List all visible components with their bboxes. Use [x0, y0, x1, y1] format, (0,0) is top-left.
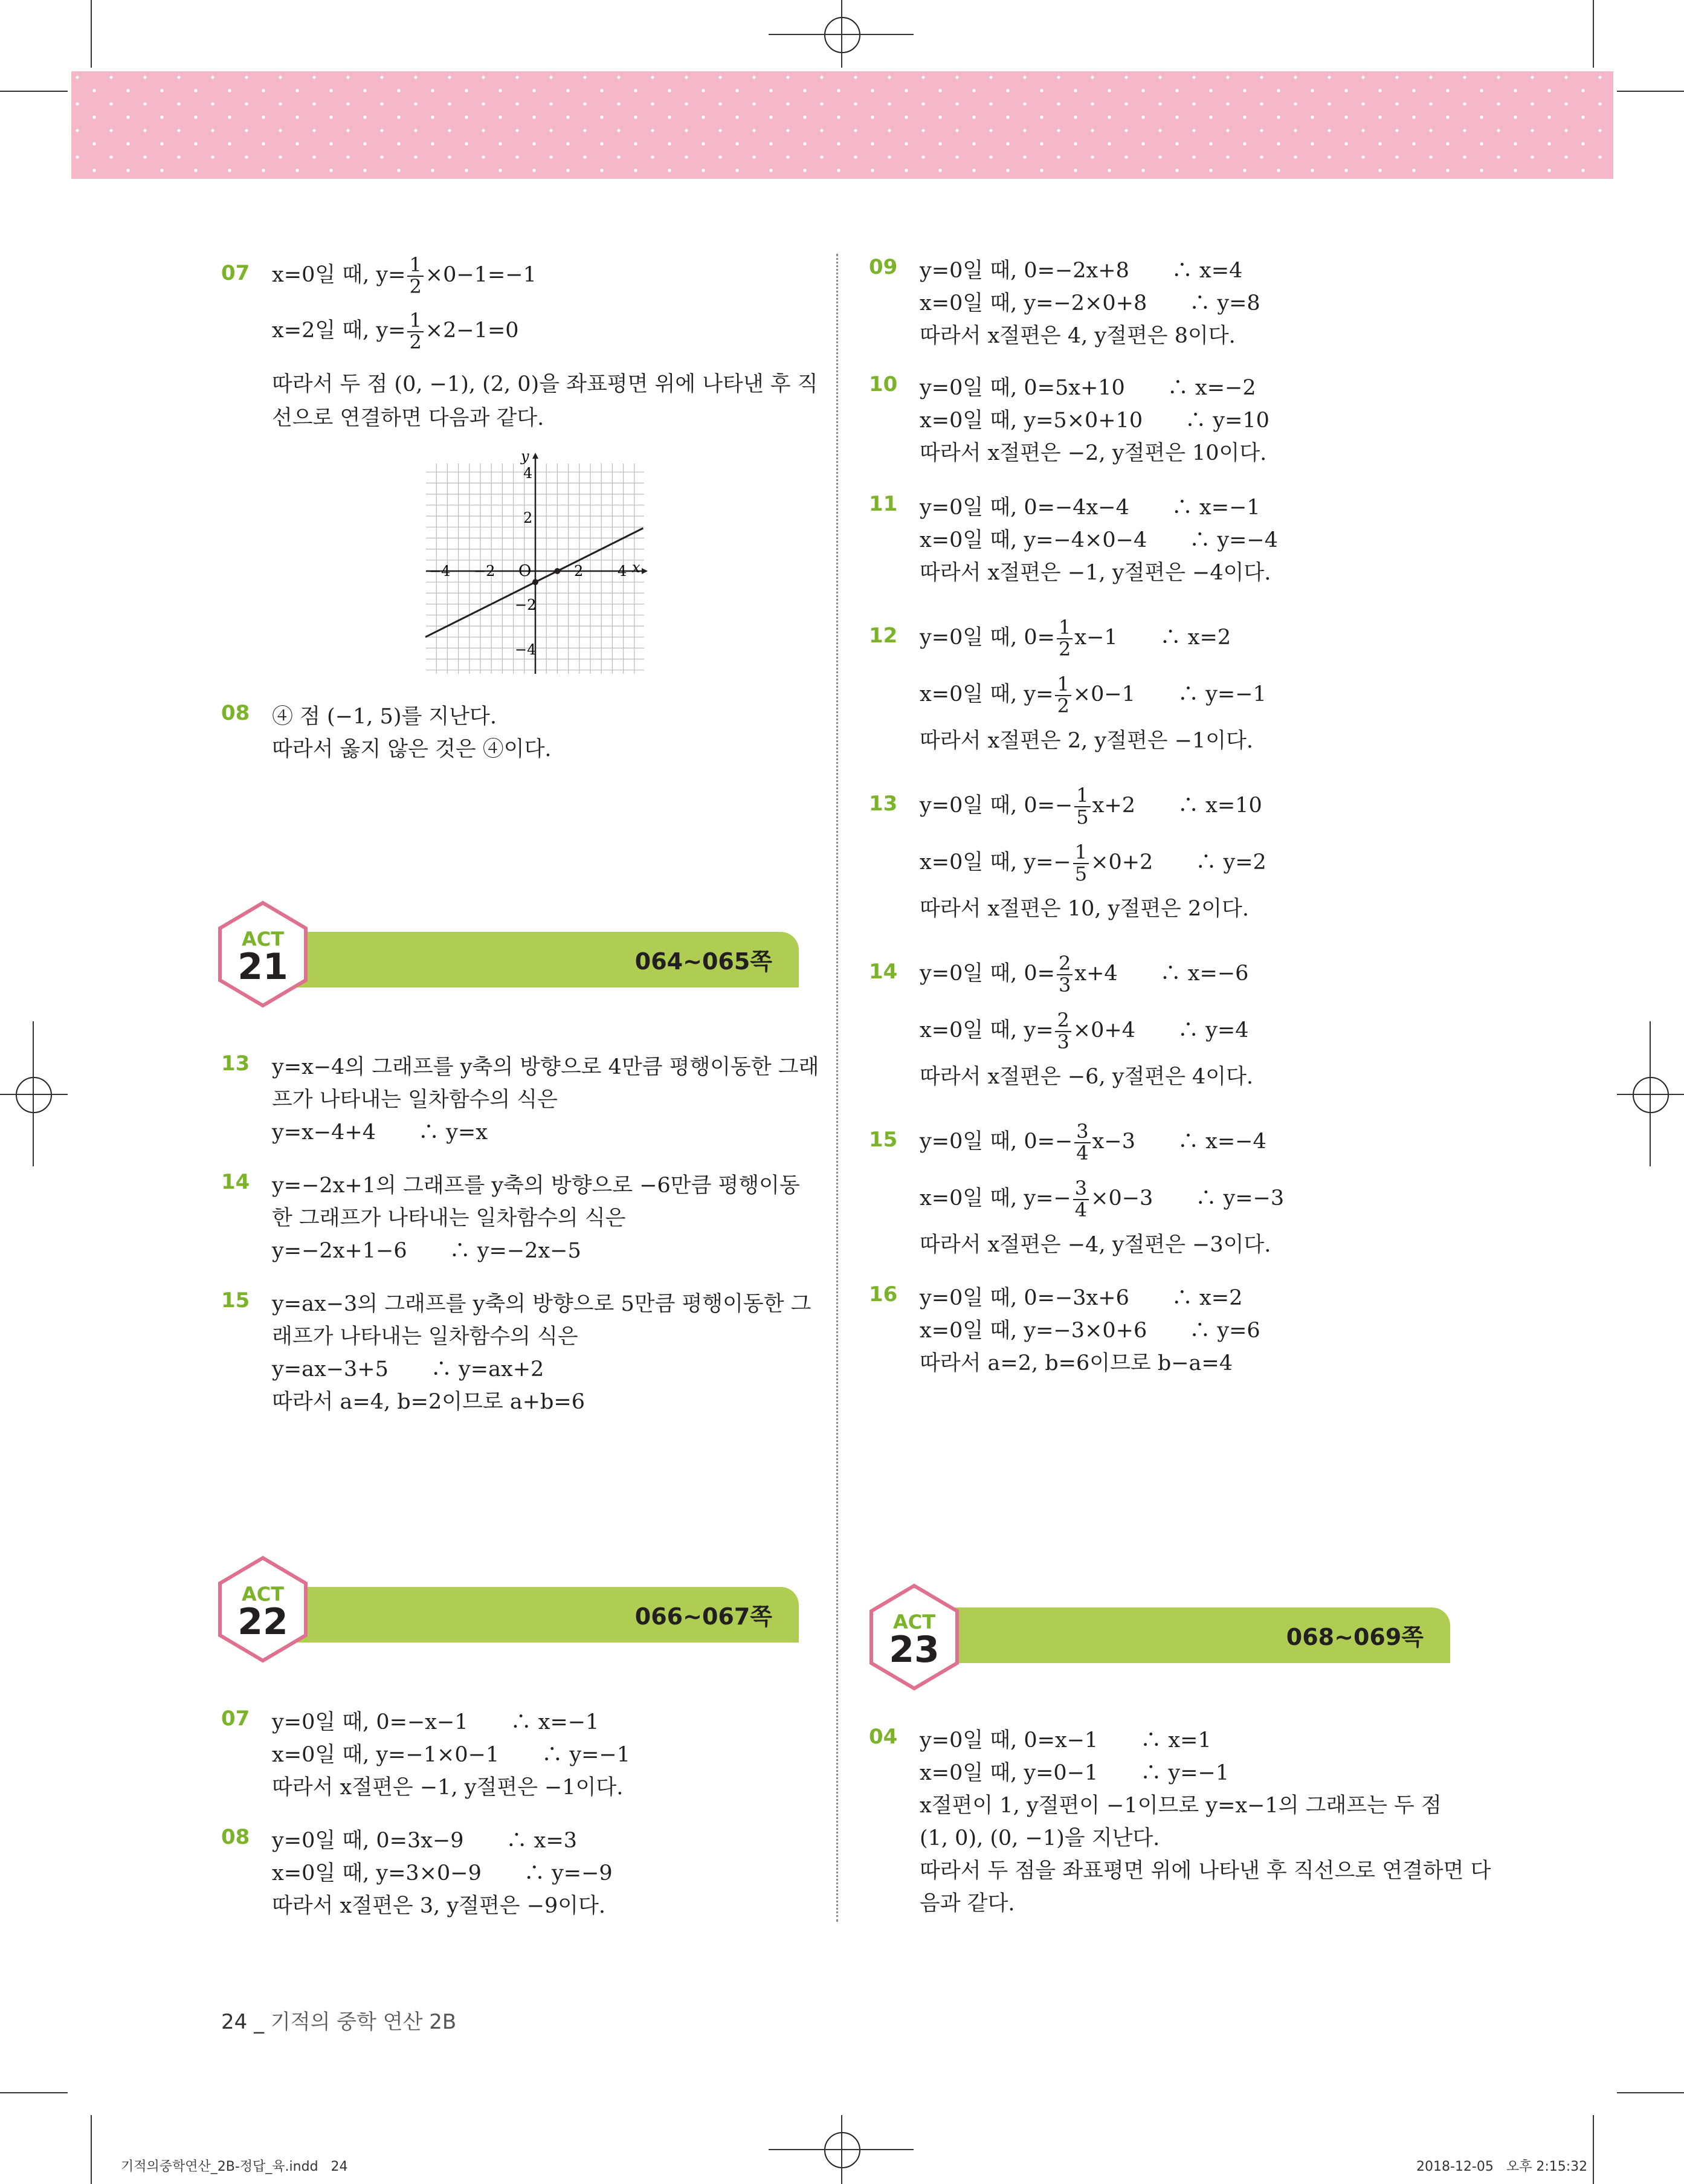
act-22-header — [218, 1556, 799, 1663]
answer-16: 16 y=0일 때, 0=−3x+6 ∴ x=2 x=0일 때, y=−3×0+6 ∴ y=6 따라서 a=2, b=6이므로 b−a=4 — [869, 1282, 1260, 1375]
fraction: $\frac{3}{4}$ — [1073, 1178, 1089, 1220]
header-banner — [71, 71, 1613, 179]
question-number: 12 — [869, 624, 898, 648]
act-21-header — [218, 900, 799, 1008]
fraction: $\frac{2}{3}$ — [1055, 1010, 1071, 1052]
y-axis-label: y — [521, 450, 529, 465]
registration-mark — [0, 1094, 68, 1095]
registration-mark — [841, 2115, 842, 2184]
question-number: 11 — [869, 492, 898, 516]
crop-mark — [91, 0, 92, 68]
fraction: $\frac{1}{2}$ — [407, 255, 423, 297]
act-bar — [290, 932, 799, 987]
registration-mark — [33, 1021, 34, 1166]
crop-mark — [1593, 2115, 1594, 2184]
book-title: 기적의 중학 연산 2B — [270, 2010, 457, 2034]
question-number: 08 — [221, 1825, 250, 1849]
crop-mark — [0, 91, 68, 92]
page-number: 24 — [221, 2010, 248, 2034]
page-range: 066~067쪽 — [634, 1603, 772, 1630]
question-number: 15 — [869, 1128, 898, 1152]
x-tick-label: −4 — [429, 563, 451, 580]
answer-21-13: 13 y=x−4의 그래프를 y축의 방향으로 4만큼 평행이동한 그래 프가 나타내는 일차함수의 식은 y=x−4+4 ∴ y=x — [221, 1052, 819, 1145]
act-label: ACT — [241, 1583, 285, 1606]
fraction: $\frac{2}{3}$ — [1057, 954, 1073, 995]
y-tick-label: −4 — [515, 641, 537, 658]
answer-08: 08 ④ 점 (−1, 5)를 지난다. 따라서 옳지 않은 것은 ④이다. — [221, 701, 552, 761]
act-23-header — [869, 1583, 1450, 1691]
answer-22-08: 08 y=0일 때, 0=3x−9 ∴ x=3 x=0일 때, y=3×0−9 ∴ y=−9 따라서 x절편은 3, y절편은 −9이다. — [221, 1825, 613, 1918]
graph-point — [532, 579, 538, 585]
answer-11: 11 y=0일 때, 0=−4x−4 ∴ x=−1 x=0일 때, y=−4×0−4 ∴ y=−4 따라서 x절편은 −1, y절편은 −4이다. — [869, 492, 1279, 585]
act-bar — [290, 1587, 799, 1643]
x-tick-label: −2 — [474, 563, 495, 580]
fraction: $\frac{1}{5}$ — [1074, 786, 1090, 827]
crop-mark — [1617, 91, 1684, 92]
footer-separator: _ — [254, 2010, 265, 2034]
x-axis-label: x — [632, 559, 640, 576]
answer-12: 12 y=0일 때, 0= $\frac{1}{2}$ x−1 ∴ x=2 x=0일 때, y= $\frac{1}{2}$ ×0−1 ∴ y=−1 따라서 x절편은 2, y절편은 −1이다. — [869, 616, 1266, 753]
question-number: 16 — [869, 1282, 898, 1307]
crop-mark — [1593, 0, 1594, 68]
act-bar — [941, 1607, 1450, 1663]
act-label: ACT — [892, 1611, 936, 1633]
answer-10: 10 y=0일 때, 0=5x+10 ∴ x=−2 x=0일 때, y=5×0+10 ∴ y=10 따라서 x절편은 −2, y절편은 10이다. — [869, 372, 1269, 465]
y-tick-label: 4 — [523, 465, 533, 482]
act-number: 23 — [889, 1629, 940, 1671]
origin-label: O — [518, 562, 532, 580]
page-footer — [221, 2005, 456, 2035]
question-number: 14 — [869, 960, 898, 984]
answer-21-14: 14 y=−2x+1의 그래프를 y축의 방향으로 −6만큼 평행이동 한 그래프가 나타내는 일차함수의 식은 y=−2x+1−6 ∴ y=−2x−5 — [221, 1170, 800, 1263]
answer-22-07: 07 y=0일 때, 0=−x−1 ∴ x=−1 x=0일 때, y=−1×0−1 ∴ y=−1 따라서 x절편은 −1, y절편은 −1이다. — [221, 1707, 631, 1800]
fraction: $\frac{1}{2}$ — [1055, 674, 1071, 716]
y-tick-label: −2 — [515, 596, 537, 613]
column-divider — [836, 254, 838, 1922]
registration-mark — [841, 0, 842, 68]
graph-point — [554, 568, 560, 574]
question-number: 09 — [869, 255, 898, 279]
y-axis-arrow — [532, 453, 538, 459]
registration-mark — [824, 2132, 860, 2168]
question-number: 04 — [869, 1725, 898, 1749]
registration-mark — [1633, 1077, 1669, 1113]
y-tick-label: 2 — [523, 509, 533, 526]
crop-mark — [1617, 2092, 1684, 2093]
answer-14: 14 y=0일 때, 0= $\frac{2}{3}$ x+4 ∴ x=−6 x=0일 때, y= $\frac{2}{3}$ ×0+4 ∴ y=4 따라서 x절편은 −6, y절편은 4이다. — [869, 952, 1254, 1089]
fraction: $\frac{3}{4}$ — [1074, 1122, 1090, 1163]
question-number: 07 — [221, 261, 250, 285]
question-number: 08 — [221, 701, 250, 725]
print-slug-datetime: 2018-12-05 오후 2:15:32 — [1416, 2159, 1588, 2174]
registration-mark — [824, 17, 860, 53]
fraction: $\frac{1}{5}$ — [1073, 842, 1089, 884]
print-slug-file: 기적의중학연산_2B-정답_육.indd 24 — [121, 2159, 348, 2174]
registration-mark — [16, 1077, 52, 1113]
answer-07: 07 x=0일 때, y= $\frac{1}{2}$ ×0−1=−1 x=2일 때, y= $\frac{1}{2}$ ×2−1=0 따라서 두 점 (0, −1), (2, 0)을 좌표평면 위에 나타낸 후 직 선으로 연결하면 다음과 같다. — [221, 253, 818, 430]
answer-13: 13 y=0일 때, 0=− $\frac{1}{5}$ x+2 ∴ x=10 x=0일 때, y=− $\frac{1}{5}$ ×0+2 ∴ y=2 따라서 x절편은 10, y절편은 2이다. — [869, 784, 1266, 921]
fraction: $\frac{1}{2}$ — [407, 311, 423, 352]
question-number: 15 — [221, 1288, 250, 1313]
question-number: 10 — [869, 372, 898, 396]
fraction: $\frac{1}{2}$ — [1057, 618, 1073, 659]
act-number: 21 — [237, 946, 288, 988]
question-number: 14 — [221, 1170, 250, 1194]
page-range: 068~069쪽 — [1286, 1624, 1424, 1650]
crop-mark — [91, 2115, 92, 2184]
answer-21-15: 15 y=ax−3의 그래프를 y축의 방향으로 5만큼 평행이동한 그 래프가 나타내는 일차함수의 식은 y=ax−3+5 ∴ y=ax+2 따라서 a=4, b=2이므로 a+b=6 — [221, 1288, 811, 1414]
question-number: 13 — [869, 792, 898, 816]
x-axis-arrow — [642, 568, 648, 574]
question-number: 07 — [221, 1707, 250, 1731]
crop-mark — [0, 2092, 68, 2093]
page-range: 064~065쪽 — [634, 948, 772, 975]
coordinate-graph — [423, 450, 653, 675]
registration-mark — [1650, 1021, 1651, 1166]
act-number: 22 — [237, 1601, 288, 1643]
answer-09: 09 y=0일 때, 0=−2x+8 ∴ x=4 x=0일 때, y=−2×0+8 ∴ y=8 따라서 x절편은 4, y절편은 8이다. — [869, 255, 1260, 348]
answer-23-04: 04 y=0일 때, 0=x−1 ∴ x=1 x=0일 때, y=0−1 ∴ y=−1 x절편이 1, y절편이 −1이므로 y=x−1의 그래프는 두 점 (1, 0), (0, −1)을 지난다. 따라서 두 점을 좌표평면 위에 나타낸 후 직선으로 연결하면 다 음과 같다. — [869, 1725, 1491, 1916]
x-tick-label: 2 — [574, 563, 584, 580]
answer-15: 15 y=0일 때, 0=− $\frac{3}{4}$ x−3 ∴ x=−4 x=0일 때, y=− $\frac{3}{4}$ ×0−3 ∴ y=−3 따라서 x절편은 −4, y절편은 −3이다. — [869, 1120, 1285, 1257]
act-label: ACT — [241, 928, 285, 951]
x-tick-label: 4 — [618, 563, 627, 580]
question-number: 13 — [221, 1052, 250, 1076]
